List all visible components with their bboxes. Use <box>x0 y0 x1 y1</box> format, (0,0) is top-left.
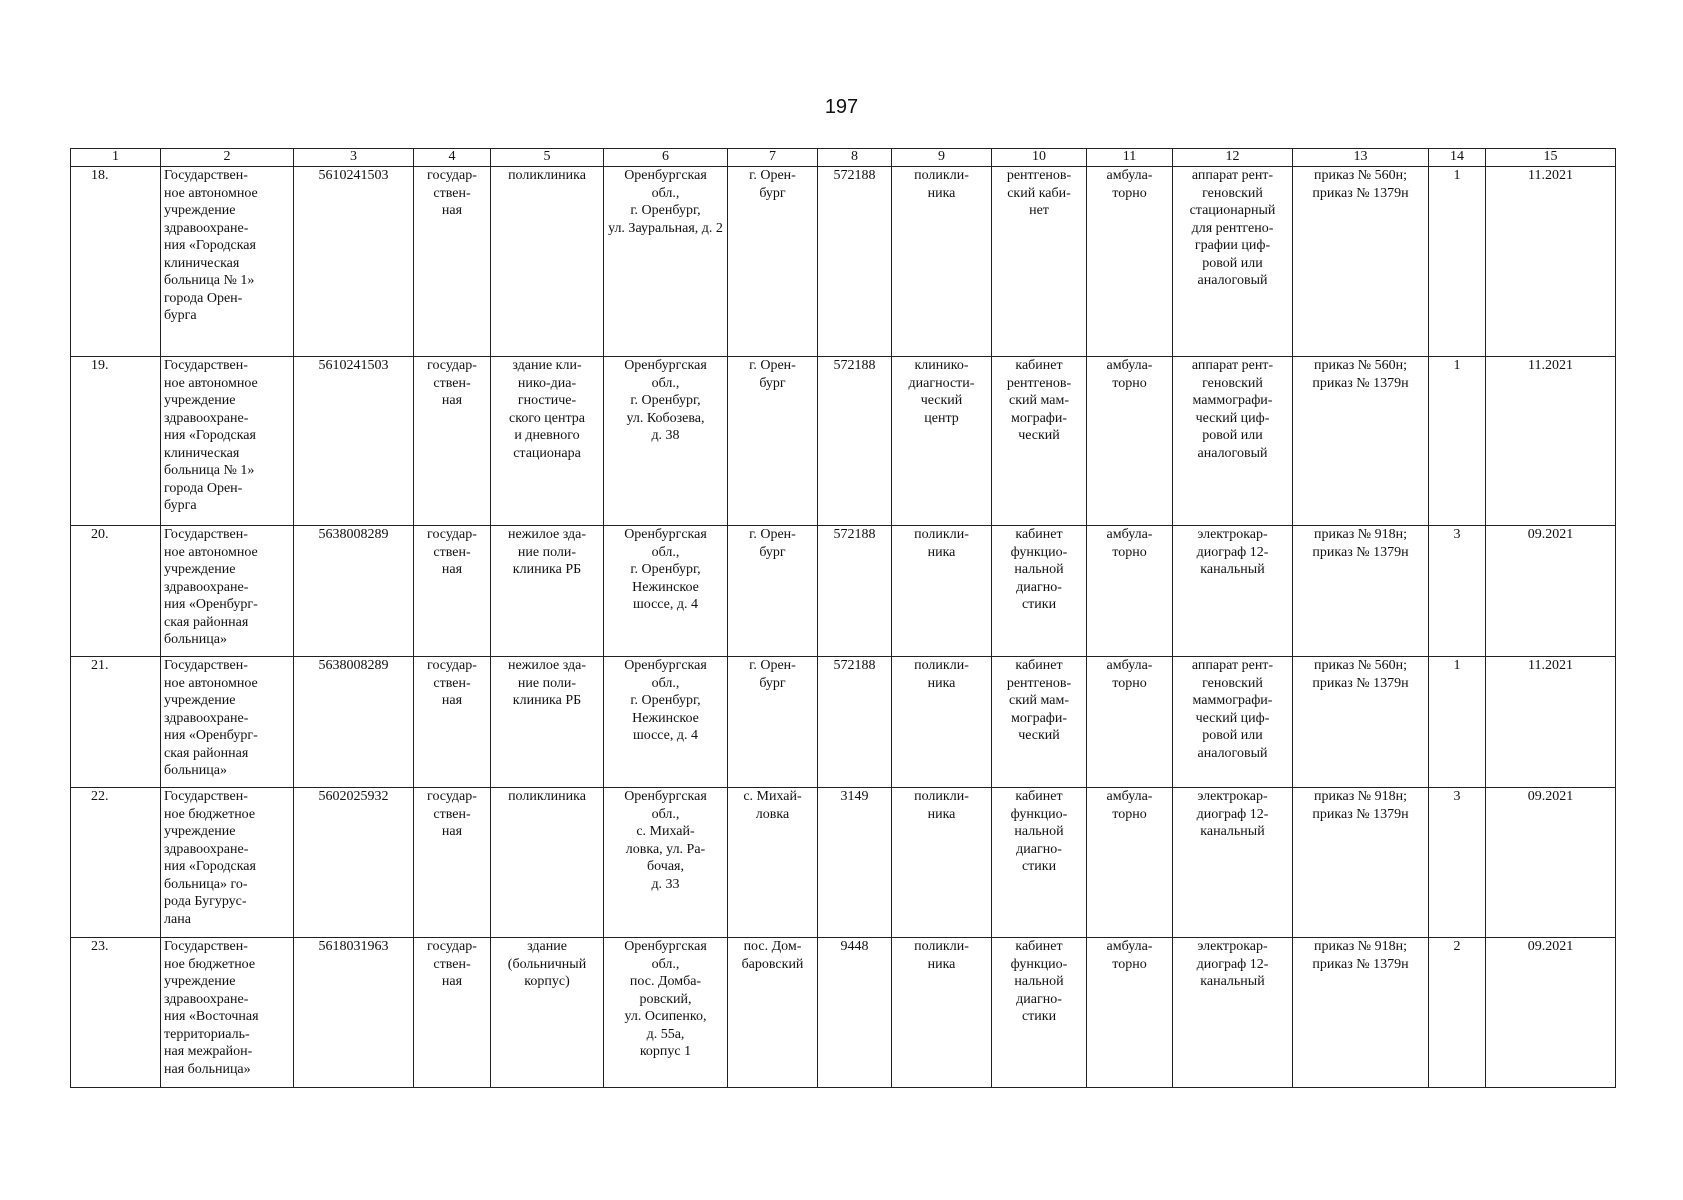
unit-name: поликли- ника <box>914 789 969 822</box>
inn-code: 5610241503 <box>318 358 389 373</box>
column-header: 8 <box>818 149 892 167</box>
room-name: кабинет рентгенов- ский мам- мографи- ческий <box>1006 358 1072 443</box>
column-header: 15 <box>1486 149 1616 167</box>
locality: г. Орен- бург <box>749 527 796 560</box>
organization-name: Государствен- ное автономное учреждение здравоохране- ния «Оренбург- ская районная больница» <box>164 658 258 778</box>
address: Оренбургская обл., с. Михай- ловка, ул. Ра- бочая, д. 33 <box>624 789 707 892</box>
column-header: 13 <box>1293 149 1429 167</box>
locality: с. Михай- ловка <box>743 789 802 822</box>
quantity: 1 <box>1453 658 1461 673</box>
column-header: 3 <box>294 149 414 167</box>
address: Оренбургская обл., г. Оренбург, Нежинское шоссе, д. 4 <box>624 658 707 743</box>
column-header: 6 <box>604 149 728 167</box>
inn-code: 5610241503 <box>318 168 389 183</box>
locality: г. Орен- бург <box>749 658 796 691</box>
column-number-row <box>71 149 1616 167</box>
row-number: 23. <box>91 939 109 954</box>
delivery-date: 09.2021 <box>1527 789 1574 804</box>
order-reference: приказ № 560н; приказ № 1379н <box>1312 358 1409 391</box>
quantity: 3 <box>1453 789 1461 804</box>
quantity: 1 <box>1453 358 1461 373</box>
address: Оренбургская обл., г. Оренбург, Нежинское шоссе, д. 4 <box>624 527 707 612</box>
column-header: 4 <box>414 149 491 167</box>
room-name: кабинет функцио- нальной диагно- стики <box>1010 939 1068 1024</box>
order-reference: приказ № 918н; приказ № 1379н <box>1312 939 1409 972</box>
inn-code: 5638008289 <box>318 658 389 673</box>
equipment-name: аппарат рент- геновский стационарный для рентгено- графии циф- ровой или аналоговый <box>1189 168 1276 288</box>
page-number: 197 <box>824 96 859 118</box>
delivery-date: 11.2021 <box>1528 358 1573 373</box>
row-number: 21. <box>91 658 109 673</box>
equipment-name: электрокар- диограф 12- канальный <box>1196 527 1269 577</box>
column-header: 11 <box>1087 149 1173 167</box>
organization-name: Государствен- ное бюджетное учреждение здравоохране- ния «Восточная территориаль- ная межрайон- ная больница» <box>164 939 259 1077</box>
order-reference: приказ № 560н; приказ № 1379н <box>1312 658 1409 691</box>
inn-code: 5618031963 <box>318 939 389 954</box>
row-number: 20. <box>91 527 109 542</box>
population-code: 9448 <box>840 939 869 954</box>
room-name: кабинет функцио- нальной диагно- стики <box>1010 789 1068 874</box>
locality: пос. Дом- баровский <box>741 939 804 972</box>
equipment-table <box>70 148 1616 1088</box>
column-header: 12 <box>1173 149 1293 167</box>
room-name: кабинет рентгенов- ский мам- мографи- ческий <box>1006 658 1072 743</box>
ownership-form: государ- ствен- ная <box>427 658 477 708</box>
table-row <box>71 526 1616 657</box>
column-header: 9 <box>892 149 992 167</box>
row-number: 22. <box>91 789 109 804</box>
row-number: 18. <box>91 168 109 183</box>
population-code: 572188 <box>833 527 876 542</box>
care-condition: амбула- торно <box>1106 527 1153 560</box>
population-code: 572188 <box>833 658 876 673</box>
organization-name: Государствен- ное автономное учреждение здравоохране- ния «Городская клиническая больница № 1» города Орен- бурга <box>164 168 258 323</box>
quantity: 2 <box>1453 939 1461 954</box>
care-condition: амбула- торно <box>1106 939 1153 972</box>
address: Оренбургская обл., г. Оренбург, ул. Зауральная, д. 2 <box>608 168 723 236</box>
population-code: 572188 <box>833 358 876 373</box>
column-header: 1 <box>71 149 161 167</box>
building-name: здание (больничный корпус) <box>507 939 587 989</box>
locality: г. Орен- бург <box>749 168 796 201</box>
equipment-name: электрокар- диограф 12- канальный <box>1196 789 1269 839</box>
unit-name: поликли- ника <box>914 658 969 691</box>
inn-code: 5638008289 <box>318 527 389 542</box>
unit-name: поликли- ника <box>914 527 969 560</box>
building-name: поликлиника <box>508 789 586 804</box>
order-reference: приказ № 918н; приказ № 1379н <box>1312 789 1409 822</box>
population-code: 3149 <box>840 789 869 804</box>
room-name: рентгенов- ский каби- нет <box>1006 168 1072 218</box>
equipment-name: электрокар- диограф 12- канальный <box>1196 939 1269 989</box>
care-condition: амбула- торно <box>1106 789 1153 822</box>
care-condition: амбула- торно <box>1106 168 1153 201</box>
equipment-name: аппарат рент- геновский маммографи- ческий циф- ровой или аналоговый <box>1191 658 1274 761</box>
building-name: нежилое зда- ние поли- клиника РБ <box>507 527 587 577</box>
column-header: 14 <box>1429 149 1486 167</box>
column-header: 7 <box>728 149 818 167</box>
delivery-date: 11.2021 <box>1528 658 1573 673</box>
row-number: 19. <box>91 358 109 373</box>
column-header: 10 <box>992 149 1087 167</box>
order-reference: приказ № 560н; приказ № 1379н <box>1312 168 1409 201</box>
unit-name: поликли- ника <box>914 168 969 201</box>
ownership-form: государ- ствен- ная <box>427 168 477 218</box>
building-name: нежилое зда- ние поли- клиника РБ <box>507 658 587 708</box>
care-condition: амбула- торно <box>1106 358 1153 391</box>
delivery-date: 11.2021 <box>1528 168 1573 183</box>
inn-code: 5602025932 <box>318 789 389 804</box>
building-name: здание кли- нико-диа- гностиче- ского центра и дневного стационара <box>509 358 585 461</box>
delivery-date: 09.2021 <box>1527 527 1574 542</box>
quantity: 1 <box>1453 168 1461 183</box>
ownership-form: государ- ствен- ная <box>427 939 477 989</box>
building-name: поликлиника <box>508 168 586 183</box>
ownership-form: государ- ствен- ная <box>427 527 477 577</box>
table-row <box>71 788 1616 938</box>
table-row <box>71 938 1616 1088</box>
address: Оренбургская обл., г. Оренбург, ул. Кобозева, д. 38 <box>624 358 707 443</box>
delivery-date: 09.2021 <box>1527 939 1574 954</box>
column-header: 5 <box>491 149 604 167</box>
care-condition: амбула- торно <box>1106 658 1153 691</box>
organization-name: Государствен- ное бюджетное учреждение здравоохране- ния «Городская больница» го- рода Бугурус- лана <box>164 789 256 927</box>
column-header: 2 <box>161 149 294 167</box>
table-row <box>71 167 1616 357</box>
table-row <box>71 357 1616 526</box>
ownership-form: государ- ствен- ная <box>427 358 477 408</box>
order-reference: приказ № 918н; приказ № 1379н <box>1312 527 1409 560</box>
equipment-name: аппарат рент- геновский маммографи- ческий циф- ровой или аналоговый <box>1191 358 1274 461</box>
table-row <box>71 657 1616 788</box>
address: Оренбургская обл., пос. Домба- ровский, ул. Осипенко, д. 55а, корпус 1 <box>624 939 707 1059</box>
ownership-form: государ- ствен- ная <box>427 789 477 839</box>
room-name: кабинет функцио- нальной диагно- стики <box>1010 527 1068 612</box>
organization-name: Государствен- ное автономное учреждение здравоохране- ния «Оренбург- ская районная больница» <box>164 527 258 647</box>
unit-name: клинико- диагности- ческий центр <box>908 358 975 426</box>
unit-name: поликли- ника <box>914 939 969 972</box>
locality: г. Орен- бург <box>749 358 796 391</box>
quantity: 3 <box>1453 527 1461 542</box>
population-code: 572188 <box>833 168 876 183</box>
organization-name: Государствен- ное автономное учреждение здравоохране- ния «Городская клиническая больница № 1» города Орен- бурга <box>164 358 258 513</box>
